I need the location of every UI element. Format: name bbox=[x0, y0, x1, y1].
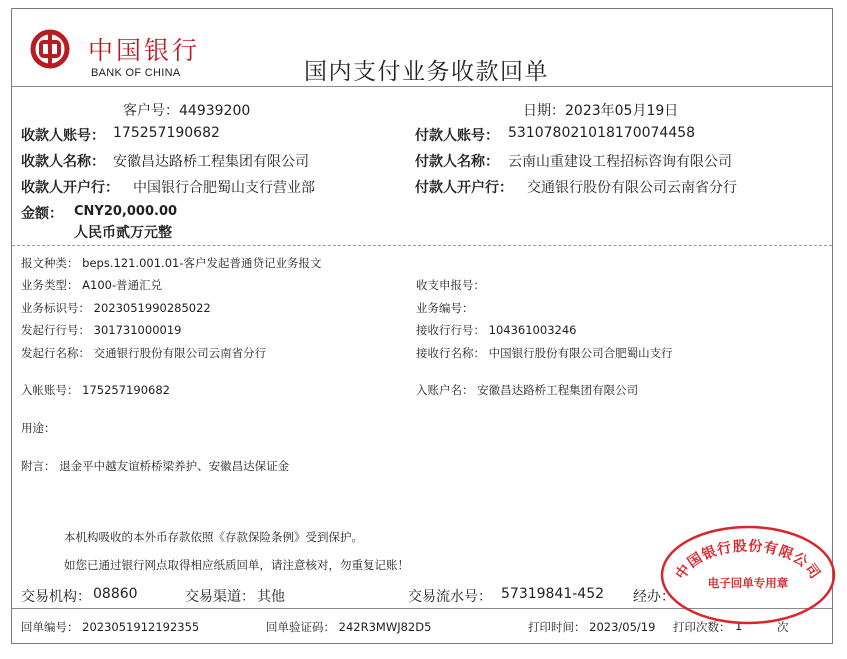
message-type: 报文种类： beps.121.001.01-客户发起普通贷记业务报文 bbox=[21, 256, 322, 270]
receipt-number: 回单编号： 2023051912192355 bbox=[21, 620, 200, 634]
credit-account: 入帐账号： 175257190682 bbox=[21, 383, 170, 397]
transaction-channel-label: 交易渠道： bbox=[185, 589, 255, 605]
transaction-org-label: 交易机构： bbox=[21, 589, 91, 605]
print-count-value: 1 bbox=[735, 619, 743, 633]
receiving-bank-number: 接收行行号： 104361003246 bbox=[416, 323, 577, 337]
transaction-org-value: 08860 bbox=[93, 586, 138, 602]
verification-code: 回单验证码： 242R3MWJ82D5 bbox=[266, 620, 432, 634]
payer-bank-value: 交通银行股份有限公司云南省分行 bbox=[527, 180, 737, 196]
payer-account-label: 付款人账号： bbox=[415, 128, 499, 144]
amount-label: 金额： bbox=[21, 206, 63, 222]
payee-bank-value: 中国银行合肥蜀山支行营业部 bbox=[133, 180, 315, 196]
payer-bank-label: 付款人开户行： bbox=[415, 180, 513, 196]
payee-name-label: 收款人名称： bbox=[21, 154, 105, 170]
print-count-label: 打印次数： bbox=[673, 620, 731, 634]
transaction-serial-label: 交易流水号： bbox=[408, 589, 492, 605]
business-number: 业务编号： bbox=[416, 301, 474, 315]
transaction-serial-value: 57319841-452 bbox=[501, 586, 605, 602]
originating-bank-name: 发起行名称： 交通银行股份有限公司云南省分行 bbox=[21, 346, 267, 360]
amount-in-words: 人民币贰万元整 bbox=[74, 225, 172, 241]
seal-inner-text: 电子回单专用章 bbox=[707, 576, 789, 590]
business-type: 业务类型： A100-普通汇兑 bbox=[21, 278, 163, 292]
payer-account-value: 531078021018170074458 bbox=[508, 125, 696, 141]
payee-account-value: 175257190682 bbox=[113, 125, 220, 141]
payee-bank-label: 收款人开户行： bbox=[21, 180, 119, 196]
electronic-receipt-seal-icon bbox=[659, 524, 837, 626]
payer-name-label: 付款人名称： bbox=[415, 154, 499, 170]
business-id: 业务标识号： 2023051990285022 bbox=[21, 301, 211, 315]
transaction-channel-value: 其他 bbox=[257, 589, 285, 605]
purpose: 用途： bbox=[21, 421, 56, 435]
credit-account-name: 入账户名： 安徽昌达路桥工程集团有限公司 bbox=[416, 383, 639, 397]
payee-name-value: 安徽昌达路桥工程集团有限公司 bbox=[113, 154, 309, 170]
deposit-insurance-notice: 本机构吸收的本外币存款依照《存款保险条例》受到保护。 bbox=[64, 530, 363, 544]
memo: 附言： 退金平中越友谊桥桥梁养护、安徽昌达保证金 bbox=[21, 459, 290, 473]
logo-chinese-text: 中国银行 bbox=[88, 36, 201, 65]
amount-number: CNY20,000.00 bbox=[74, 204, 178, 219]
divider-top bbox=[12, 86, 832, 87]
print-count-unit: 次 bbox=[777, 620, 789, 634]
receiving-bank-name: 接收行名称： 中国银行股份有限公司合肥蜀山支行 bbox=[416, 346, 673, 360]
document-title: 国内支付业务收款回单 bbox=[304, 59, 549, 85]
print-time: 打印时间： 2023/05/19 bbox=[528, 620, 656, 634]
payee-account-label: 收款人账号： bbox=[21, 128, 105, 144]
bank-of-china-logo-icon bbox=[30, 29, 70, 69]
receipt-date: 日期：2023年05月19日 bbox=[523, 103, 679, 119]
originating-bank-number: 发起行行号： 301731000019 bbox=[21, 323, 182, 337]
handler-label: 经办： bbox=[633, 589, 675, 605]
payer-name-value: 云南山重建设工程招标咨询有限公司 bbox=[508, 154, 732, 170]
seal-outer-text: 中国银行股份有限公司 bbox=[672, 538, 824, 583]
customer-number: 客户号：44939200 bbox=[123, 103, 251, 119]
duplicate-entry-notice: 如您已通过银行网点取得相应纸质回单，请注意核对，勿重复记账！ bbox=[64, 558, 409, 572]
logo-english-text: BANK OF CHINA bbox=[91, 67, 181, 79]
receipt-frame bbox=[11, 8, 833, 644]
divider-dashed bbox=[12, 245, 832, 246]
receipt-apply-number: 收支申报号： bbox=[416, 278, 485, 292]
